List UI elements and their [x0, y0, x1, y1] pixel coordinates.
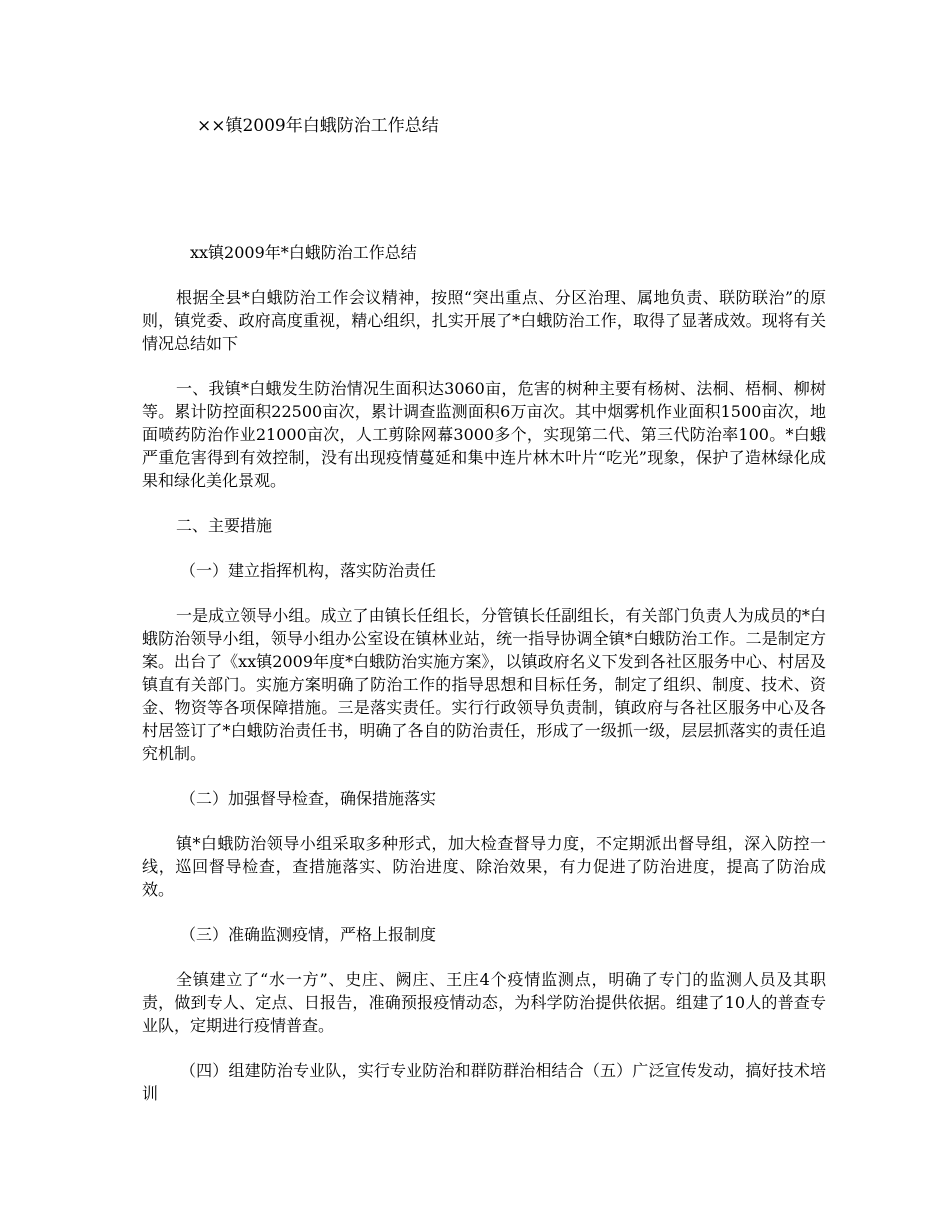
section-heading-measures: 二、主要措施: [176, 516, 273, 535]
subheading-2: （二）加强督导检查，确保措施落实: [180, 789, 437, 808]
subheading-1: （一）建立指挥机构，落实防治责任: [180, 561, 437, 580]
document-title: ××镇2009年白蛾防治工作总结: [197, 116, 439, 136]
subheading-4-5: （四）组建防治专业队，实行专业防治和群防群治相结合（五）广泛宣传发动，搞好技术培训: [142, 1061, 826, 1103]
document-body: [142, 286, 826, 1127]
document-subtitle: xx镇2009年*白蛾防治工作总结: [190, 243, 417, 262]
paragraph-intro: 根据全县*白蛾防治工作会议精神，按照“突出重点、分区治理、属地负责、联防联治”的原则，镇党委、政府高度重视，精心组织，扎实开展了*白蛾防治工作，取得了显著成效。现将有关情况总结如下: [142, 288, 826, 353]
paragraph-measure-3: 全镇建立了“水一方”、史庄、阙庄、王庄4个疫情监测点，明确了专门的监测人员及其职责，做到专人、定点、日报告，准确预报疫情动态，为科学防治提供依据。组建了10人的普查专业队，定期进行疫情普查。: [142, 970, 826, 1035]
subheading-3: （三）准确监测疫情，严格上报制度: [180, 925, 437, 944]
paragraph-measure-1: 一是成立领导小组。成立了由镇长任组长，分管镇长任副组长，有关部门负责人为成员的*白蛾防治领导小组，领导小组办公室设在镇林业站，统一指导协调全镇*白蛾防治工作。二是制定方案。出台了《xx镇2009年度*白蛾防治实施方案》，以镇政府名义下发到各社区服务中心、村居及镇直有关部门。实施方案明确了防治工作的指导思想和目标任务，制定了组织、制度、技术、资金、物资等各项保障措施。三是落实责任。实行行政领导负责制，镇政府与各社区服务中心及各村居签订了*白蛾防治责任书，明确了各自的防治责任，形成了一级抓一级，层层抓落实的责任追究机制。: [142, 606, 826, 763]
paragraph-measure-2: 镇*白蛾防治领导小组采取多种形式，加大检查督导力度，不定期派出督导组，深入防控一线，巡回督导检查，查措施落实、防治进度、除治效果，有力促进了防治进度，提高了防治成效。: [142, 834, 826, 899]
paragraph-section-1: 一、我镇*白蛾发生防治情况生面积达3060亩，危害的树种主要有杨树、法桐、梧桐、柳树等。累计防控面积22500亩次，累计调查监测面积6万亩次。其中烟雾机作业面积1500亩次，地面喷药防治作业21000亩次，人工剪除网幕3000多个，实现第二代、第三代防治率100。*白蛾严重危害得到有效控制，没有出现疫情蔓延和集中连片林木叶片“吃光”现象，保护了造林绿化成果和绿化美化景观。: [142, 379, 826, 490]
